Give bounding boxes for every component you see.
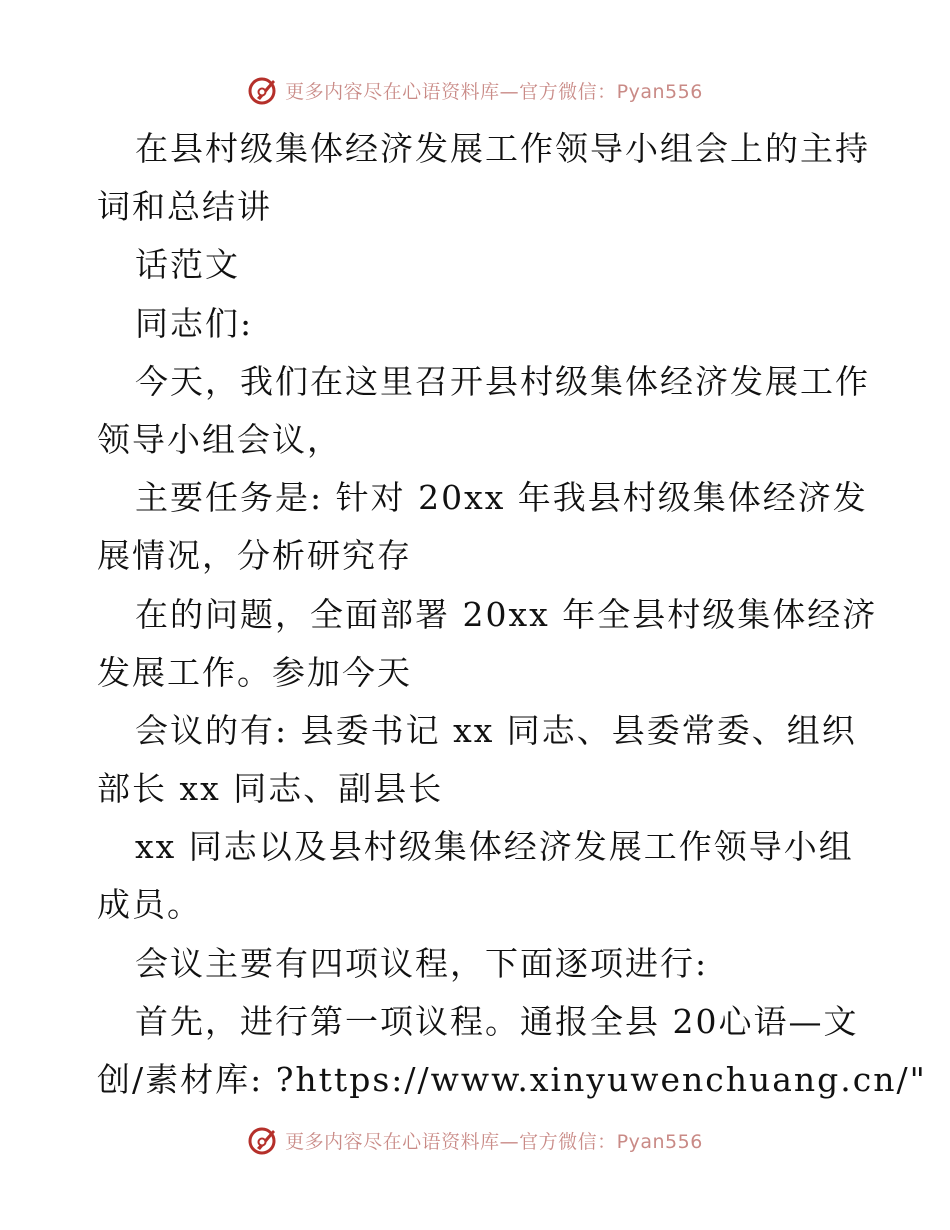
- paragraph-line: 主要任务是: 针对 20xx 年我县村级集体经济发: [135, 478, 868, 518]
- footer-watermark-banner: [0, 1120, 950, 1160]
- paragraph-line: 发展工作。参加今天: [97, 652, 412, 692]
- paragraph-line: 领导小组会议，: [97, 419, 342, 459]
- title-line-1: 在县村级集体经济发展工作领导小组会上的主持: [135, 129, 870, 168]
- paragraph-line: 展情况，分析研究存: [97, 536, 412, 576]
- quill-logo-icon: [247, 1124, 279, 1156]
- paragraph-line: 成员。: [97, 885, 202, 925]
- salutation: 同志们:: [135, 303, 254, 343]
- header-watermark-banner: [0, 70, 950, 110]
- header-watermark-text: 更多内容尽在心语资料库—官方微信：Pyan556: [285, 80, 703, 103]
- paragraph-line: 会议主要有四项议程，下面逐项进行:: [135, 943, 709, 983]
- paragraph-line: 今天，我们在这里召开县村级集体经济发展工作: [135, 361, 870, 401]
- paragraph-line: 会议的有: 县委书记 xx 同志、县委常委、组织: [135, 710, 857, 750]
- paragraph-line: 在的问题，全面部署 20xx 年全县村级集体经济: [135, 594, 878, 634]
- footer-watermark-text: 更多内容尽在心语资料库—官方微信：Pyan556: [285, 1130, 703, 1153]
- title-line-3: 话范文: [135, 245, 240, 285]
- title-line-2: 词和总结讲: [97, 187, 272, 227]
- paragraph-line: 部长 xx 同志、副县长: [97, 769, 444, 809]
- paragraph-line-url: 创/素材库: ?https://www.xinyuwenchuang.cn/": [97, 1060, 927, 1099]
- paragraph-line: 首先，进行第一项议程。通报全县 20心语—文: [135, 1001, 859, 1041]
- document-body: [97, 120, 927, 1109]
- quill-logo-icon: [247, 74, 279, 106]
- paragraph-line: xx 同志以及县村级集体经济发展工作领导小组: [135, 827, 854, 867]
